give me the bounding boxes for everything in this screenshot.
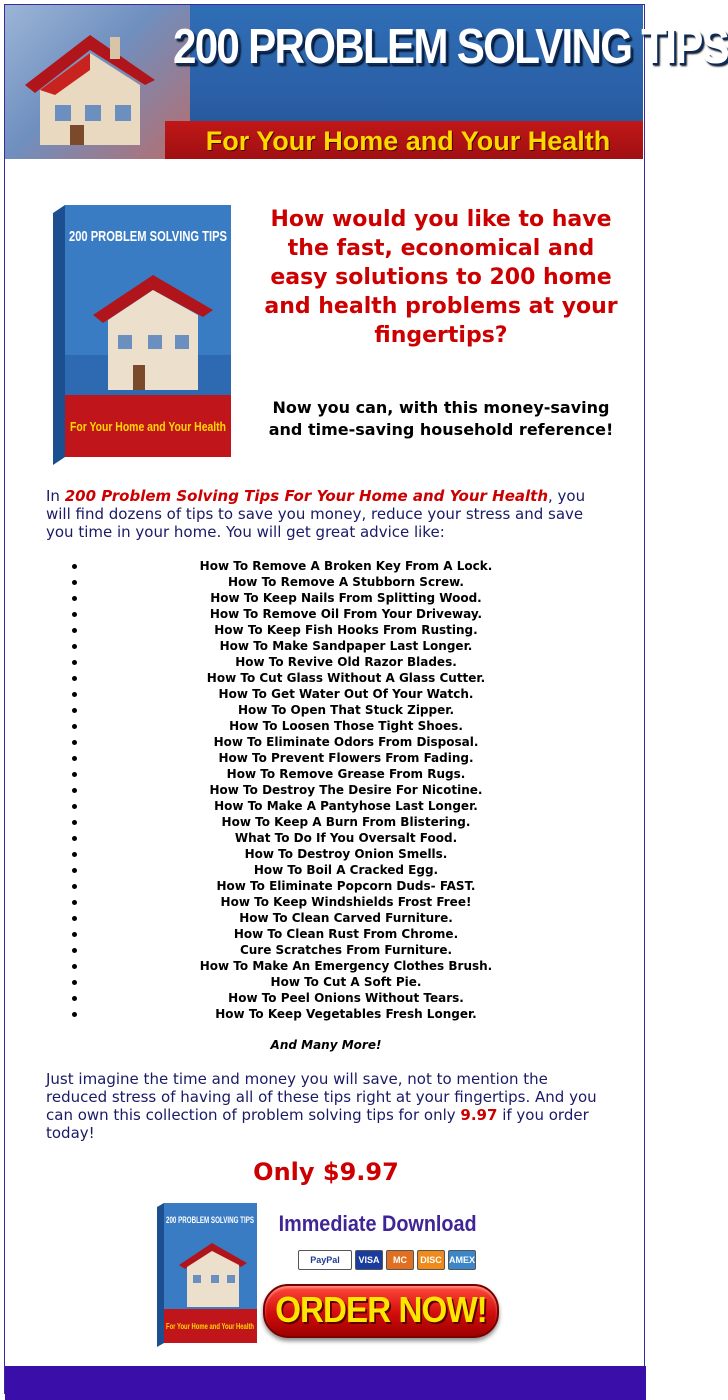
tip-list-item [46,622,646,638]
tip-text: How To Keep A Burn From Blistering. [221,815,471,829]
page-subtitle: For Your Home and Your Health [205,126,611,156]
bullet-icon [72,596,77,601]
discover-icon: DISC [417,1250,445,1270]
bullet-icon [72,724,77,729]
tip-text: How To Open That Stuck Zipper. [237,703,455,717]
tip-list-item [46,590,646,606]
closing-paragraph [46,1070,611,1142]
tip-list-item [46,750,646,766]
tip-text: How To Cut A Soft Pie. [270,975,422,989]
tip-list-item [46,798,646,814]
bullet-icon [72,820,77,825]
tip-list-item [46,718,646,734]
bullet-icon [72,948,77,953]
closing-text: Just imagine the time and money you will save, not to mention the reduced stress of having all of these tips right at your fingertips. And you can own this collection of problem solving tips for only [46,1070,597,1124]
tip-text: How To Peel Onions Without Tears. [228,991,464,1005]
payment-methods [298,1250,476,1270]
tip-list-item [46,574,646,590]
tip-text: How To Remove Oil From Your Driveway. [209,607,483,621]
tip-text: What To Do If You Oversalt Food. [234,831,458,845]
tip-list-item [46,606,646,622]
bullet-icon [72,612,77,617]
ebook-cover-title: 200 PROBLEM SOLVING TIPS [69,228,227,245]
tip-text: How To Get Water Out Of Your Watch. [218,687,474,701]
tip-list-item [46,958,646,974]
tip-list-item [46,942,646,958]
bullet-icon [72,996,77,1001]
bullet-icon [72,884,77,889]
tip-text: How To Cut Glass Without A Glass Cutter. [206,671,486,685]
bullet-icon [72,660,77,665]
header-banner [5,5,728,159]
tip-text: How To Make An Emergency Clothes Brush. [199,959,493,973]
bullet-icon [72,692,77,697]
bullet-icon [72,740,77,745]
bullet-icon [72,564,77,569]
intro-suffix: , you will find dozens of tips to save you money, reduce your stress and save you time in your home. You will get great advice like: [46,487,586,541]
tip-text: Cure Scratches From Furniture. [239,943,453,957]
tip-text: How To Keep Nails From Splitting Wood. [210,591,482,605]
page-title: 200 PROBLEM SOLVING TIPS [173,20,728,74]
tip-list-item [46,862,646,878]
bullet-icon [72,788,77,793]
bullet-icon [72,804,77,809]
bullet-icon [72,932,77,937]
order-now-label: ORDER NOW! [275,1289,487,1330]
tip-list-item [46,782,646,798]
intro-prefix: In [46,487,65,505]
tip-text: How To Destroy Onion Smells. [244,847,448,861]
visa-icon: VISA [355,1250,383,1270]
order-ebook-image[interactable] [157,1203,257,1347]
bullet-icon [72,1012,77,1017]
tip-text: How To Keep Windshields Frost Free! [220,895,472,909]
tip-list-item [46,878,646,894]
bullet-icon [72,916,77,921]
tip-text: How To Make Sandpaper Last Longer. [219,639,473,653]
bullet-icon [72,852,77,857]
bullet-icon [72,964,77,969]
tip-text: How To Remove A Stubborn Screw. [228,575,464,589]
tip-list-item [46,686,646,702]
tip-text: How To Eliminate Popcorn Duds- FAST. [216,879,476,893]
ebook-cover-subtitle: For Your Home and Your Health [70,419,227,434]
order-ebook-subtitle: For Your Home and Your Health [166,1322,255,1331]
headline: How would you like to have the fast, economical and easy solutions to 200 home and health problems at your fingertips? [264,207,618,348]
tip-list-item [46,830,646,846]
closing-price: 9.97 [460,1106,498,1124]
ebook-cover-image [53,205,231,465]
tip-list-item [46,894,646,910]
tip-text: How To Clean Rust From Chrome. [233,927,459,941]
tip-text: How To Make A Pantyhose Last Longer. [214,799,478,813]
tip-list-item [46,974,646,990]
bullet-icon [72,628,77,633]
immediate-download-label: Immediate Download [278,1211,477,1236]
tip-list-item [46,734,646,750]
closing-suffix: if you order today! [46,1106,589,1142]
tip-text: How To Revive Old Razor Blades. [235,655,457,669]
order-now-button[interactable] [263,1284,499,1338]
bullet-icon [72,756,77,761]
amex-icon: AMEX [448,1250,476,1270]
bullet-icon [72,676,77,681]
tips-list [46,558,646,1022]
mastercard-icon: MC [386,1250,414,1270]
tip-list-item [46,766,646,782]
bullet-icon [72,836,77,841]
tip-list-item [46,814,646,830]
tip-text: How To Keep Fish Hooks From Rusting. [214,623,478,637]
order-ebook-title: 200 PROBLEM SOLVING TIPS [166,1215,254,1225]
intro-product-name: 200 Problem Solving Tips For Your Home and Your Health [64,487,548,505]
paypal-icon: PayPal [298,1250,352,1270]
bullet-icon [72,772,77,777]
tip-list-item [46,926,646,942]
house-icon [15,25,165,155]
tip-text: How To Remove A Broken Key From A Lock. [199,559,493,573]
tip-list-item [46,910,646,926]
bullet-icon [72,980,77,985]
tip-list-item [46,702,646,718]
tip-text: How To Remove Grease From Rugs. [226,767,466,781]
tip-list-item [46,558,646,574]
bullet-icon [72,644,77,649]
footer-bar [5,1366,646,1400]
intro-paragraph [46,487,606,541]
tip-text: How To Eliminate Odors From Disposal. [213,735,479,749]
tip-list-item [46,990,646,1006]
tip-text: How To Prevent Flowers From Fading. [218,751,474,765]
tip-text: How To Boil A Cracked Egg. [253,863,439,877]
tip-list-item [46,654,646,670]
bullet-icon [72,708,77,713]
tip-list-item [46,846,646,862]
tip-list-item [46,1006,646,1022]
price-label: Only $9.97 [253,1158,399,1186]
many-more-label: And Many More! [270,1038,382,1052]
subheadline: Now you can, with this money-saving and time-saving household reference! [268,398,614,439]
tip-list-item [46,638,646,654]
tip-text: How To Destroy The Desire For Nicotine. [209,783,483,797]
bullet-icon [72,580,77,585]
tip-text: How To Keep Vegetables Fresh Longer. [215,1007,477,1021]
tip-text: How To Loosen Those Tight Shoes. [229,719,463,733]
tip-text: How To Clean Carved Furniture. [239,911,453,925]
bullet-icon [72,900,77,905]
bullet-icon [72,868,77,873]
tip-list-item [46,670,646,686]
